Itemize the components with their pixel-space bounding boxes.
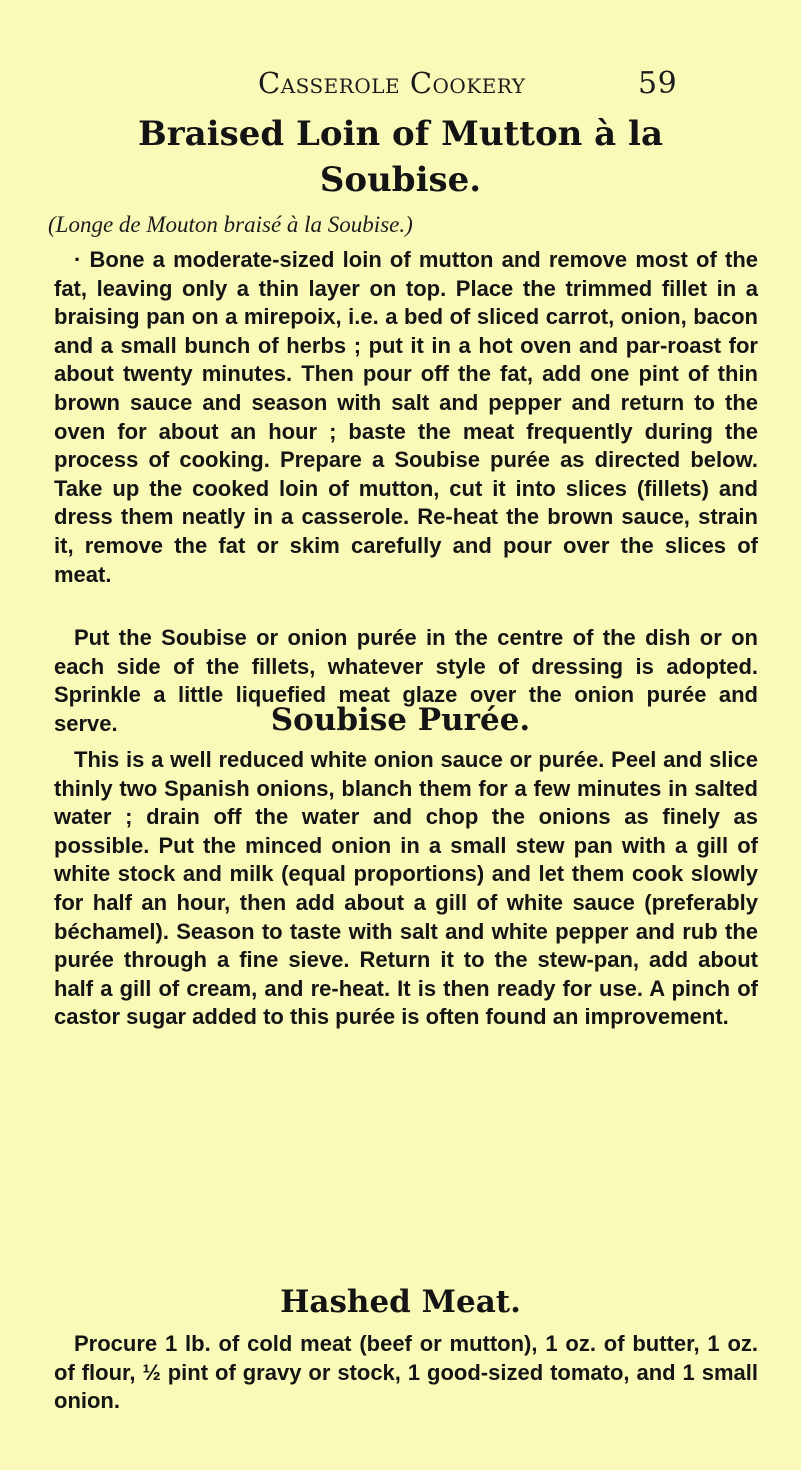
recipe-title-line2: Soubise. <box>319 160 482 200</box>
page-number: 59 <box>638 66 678 101</box>
recipe-paragraph-2: Put the Soubise or onion purée in the centre of the dish or on each side of the fillets, whatever style of dressing is adopted. Sprinkle a little liquefied meat glaze over the onion purée and serve. <box>54 625 758 736</box>
recipe-subtitle: (Longe de Mouton braisé à la Soubise.) <box>48 212 413 237</box>
recipe-paragraph-1: · Bone a moderate-sized loin of mutton and remove most of the fat, leaving only a thin layer on top. Place the trimmed fillet in a braising pan on a mirepoix, i.e. a bed of sliced carrot, onion, bacon and a small bunch of herbs ; put it in a hot oven and par-roast for about twenty minutes. Then pour off the fat, add one pint of thin brown sauce and season with salt and pepper and return to the oven for about an hour ; baste the meat frequently during the process of cooking. Prepare a Soubise purée as directed below. Take up the cooked loin of mutton, cut it into slices (fillets) and dress them neatly in a casserole. Re-heat the brown sauce, strain it, remove the fat or skim carefully and pour over the slices of meat. <box>54 247 758 587</box>
hashed-meat-paragraph: Procure 1 lb. of cold meat (beef or mutton), 1 oz. of butter, 1 oz. of flour, ½ pint of gravy or stock, 1 good-sized tomato, and 1 small onion. <box>54 1331 758 1414</box>
soubise-puree-title: Soubise Purée. <box>270 702 531 738</box>
recipe-title-line1: Braised Loin of Mutton à la <box>138 114 663 154</box>
running-head-title: Casserole Cookery <box>258 66 526 100</box>
soubise-puree-paragraph: This is a well reduced white onion sauce or purée. Peel and slice thinly two Spanish onions, blanch them for a few minutes in salted water ; drain off the water and chop the onions as finely as possible. Put the minced onion in a small stew pan with a gill of white stock and milk (equal proportions) and let them cook slowly for half an hour, then add about a gill of white sauce (preferably béchamel). Season to taste with salt and white pepper and rub the purée through a fine sieve. Return it to the stew-pan, add about half a gill of cream, and re-heat. It is then ready for use. A pinch of castor sugar added to this purée is often found an improvement. <box>54 747 758 1030</box>
hashed-meat-title: Hashed Meat. <box>280 1284 521 1320</box>
running-head <box>258 66 698 100</box>
